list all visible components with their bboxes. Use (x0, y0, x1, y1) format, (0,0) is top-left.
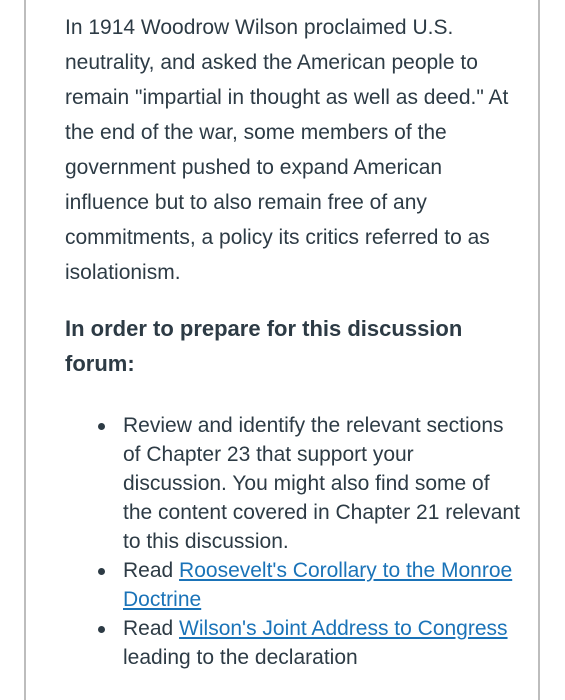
list-item-prefix: Read (123, 617, 180, 640)
list-item-suffix: leading to the declaration (123, 646, 358, 669)
intro-paragraph: In 1914 Woodrow Wilson proclaimed U.S. neutrality, and asked the American people to remain "impartial in thought as well as deed." At the end of the war, some members of the government pushed to expand American influence but to also remain free of any commitments, a policy its critics referred to as isolationism. (65, 16, 509, 284)
list-item (65, 411, 520, 556)
discussion-content (65, 10, 520, 672)
prep-heading: In order to prepare for this discussion forum: (65, 316, 463, 376)
bullet-icon (98, 568, 105, 575)
list-item (65, 614, 520, 672)
list-item-prefix: Read (123, 559, 180, 582)
roosevelt-corollary-link[interactable]: Roosevelt's Corollary to the Monroe Doctrine (123, 559, 513, 611)
list-item (65, 556, 520, 614)
bullet-icon (98, 423, 105, 430)
list-item-text: Review and identify the relevant sections of Chapter 23 that support your discussion. You might also find some of the content covered in Chapter 21 relevant to this discussion. (123, 414, 520, 553)
wilson-joint-address-link[interactable]: Wilson's Joint Address to Congress (179, 617, 508, 640)
content-border-left (24, 0, 26, 700)
prep-list (65, 411, 520, 672)
content-border-right (538, 0, 540, 700)
bullet-icon (98, 626, 105, 633)
